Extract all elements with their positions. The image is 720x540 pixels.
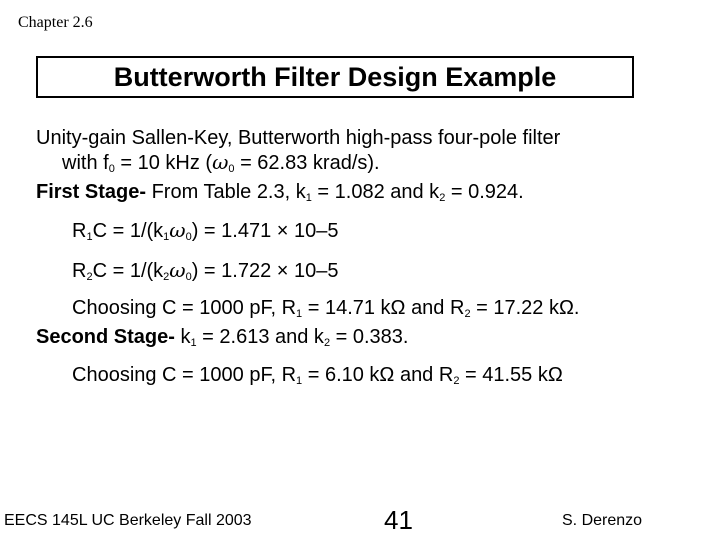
eq1-omega-sub: 0 xyxy=(185,231,192,243)
choose1-a-sub: 1 xyxy=(296,308,303,320)
eq2-b: C = 1/(k xyxy=(92,260,164,282)
second-k1-subscript: 1 xyxy=(190,337,197,349)
choose2-b: = 6.10 kΩ and R xyxy=(302,364,454,386)
intro-text-a: with f xyxy=(62,152,109,174)
second-k2-subscript: 2 xyxy=(323,337,331,349)
equation-r2c xyxy=(72,258,339,289)
intro-text-c: = 62.83 krad/s). xyxy=(234,152,380,174)
eq2-omega-sub: 0 xyxy=(185,271,192,283)
choosing-line-1 xyxy=(72,296,579,326)
eq1-a-sub: 1 xyxy=(86,231,93,243)
eq1-c: ) = 1.471 × 10–5 xyxy=(191,220,339,242)
omega-symbol: ω xyxy=(212,150,229,174)
f0-subscript: 0 xyxy=(108,163,115,175)
intro-line-2 xyxy=(62,150,380,181)
footer-course: EECS 145L UC Berkeley Fall 2003 xyxy=(4,512,252,529)
page-title: Butterworth Filter Design Example xyxy=(36,56,634,98)
second-stage-text-b: = 2.613 and k xyxy=(196,326,324,348)
choose1-b: = 14.71 kΩ and R xyxy=(302,297,465,319)
choose1-c: = 17.22 kΩ. xyxy=(470,297,580,319)
intro-text-b: = 10 kHz ( xyxy=(114,152,213,174)
footer-page-number: 41 xyxy=(384,505,413,535)
intro-text: Unity-gain Sallen-Key, Butterworth high-pass four-pole filter xyxy=(36,127,561,149)
chapter-label: Chapter 2.6 xyxy=(18,14,93,31)
footer-author: S. Derenzo xyxy=(562,512,643,529)
k1-subscript: 1 xyxy=(305,192,312,204)
eq2-c: ) = 1.722 × 10–5 xyxy=(191,260,339,282)
first-stage-line xyxy=(36,180,524,210)
first-stage-text-c: = 0.924. xyxy=(445,181,524,203)
choose1-b-sub: 2 xyxy=(464,308,471,320)
choose2-a: Choosing C = 1000 pF, R xyxy=(72,364,297,386)
first-stage-text-b: = 1.082 and k xyxy=(311,181,440,203)
second-stage-text-c: = 0.383. xyxy=(330,326,409,348)
first-stage-text-a: From Table 2.3, k xyxy=(146,181,306,203)
choose2-b-sub: 2 xyxy=(453,375,460,387)
choose2-a-sub: 1 xyxy=(296,375,303,387)
choose1-a: Choosing C = 1000 pF, R xyxy=(72,297,297,319)
choose2-c: = 41.55 kΩ xyxy=(459,364,563,386)
second-stage-text-a: k xyxy=(174,326,191,348)
second-stage-label: Second Stage- xyxy=(36,326,175,348)
eq1-a: R xyxy=(72,220,87,242)
eq2-a-sub: 2 xyxy=(86,271,93,283)
first-stage-label: First Stage- xyxy=(36,181,147,203)
omega-subscript: 0 xyxy=(228,163,235,175)
eq1-b-sub: 1 xyxy=(163,231,170,243)
eq1-omega: ω xyxy=(169,218,186,242)
eq1-b: C = 1/(k xyxy=(92,220,164,242)
second-stage-line xyxy=(36,325,408,355)
choosing-line-2 xyxy=(72,363,563,393)
eq2-b-sub: 2 xyxy=(163,271,170,283)
eq2-a: R xyxy=(72,260,87,282)
k2-subscript: 2 xyxy=(439,192,446,204)
equation-r1c xyxy=(72,218,339,249)
intro-line-1 xyxy=(36,126,560,150)
eq2-omega: ω xyxy=(169,258,186,282)
